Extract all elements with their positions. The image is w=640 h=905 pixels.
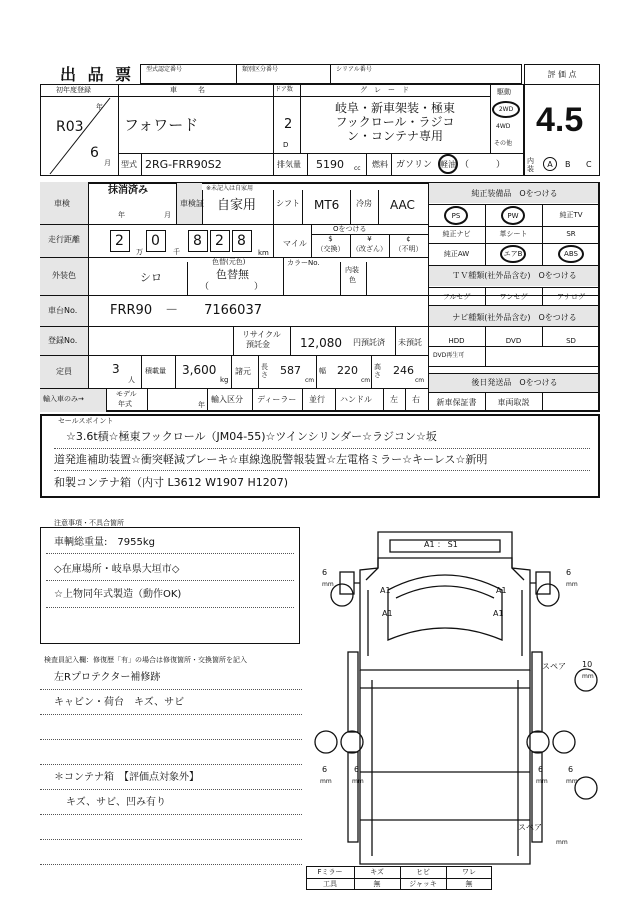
width-unit: cm [361, 377, 371, 384]
odometer-digit-box [188, 230, 208, 252]
displacement-label: 排気量 [277, 160, 301, 169]
ac-label: 冷房 [356, 199, 372, 208]
airbag-circle [500, 245, 526, 263]
car-name-value: フォワード [124, 116, 199, 134]
equipment-title: 純正装備品 Oをつける [471, 189, 558, 198]
recycle-not-deposited: 未預託 [398, 338, 422, 347]
inspection-year: 年 [118, 211, 125, 219]
interior-a-circle [543, 157, 557, 171]
equip-pw: PW [507, 211, 519, 220]
interior-a: A [547, 159, 553, 169]
shift-value: MT6 [314, 198, 340, 212]
tools-h-fmirror: Fミラー [317, 868, 343, 876]
inspection-label: 車検 [54, 199, 70, 208]
mile-label: マイル [283, 239, 307, 248]
door-d-label: D [283, 141, 289, 149]
mileage-label: 走行距離 [48, 235, 80, 244]
door-count-value: 2 [284, 117, 293, 132]
inspection-value: 抹消済み [108, 185, 148, 196]
registration-month: 6 [90, 145, 99, 161]
header-fields [140, 64, 522, 84]
score-value: 4.5 [536, 101, 584, 139]
subst-bot-1: （交換） [316, 245, 345, 253]
capacity-unit: 人 [128, 376, 135, 384]
vehicle-use-note: ※未記入は自家用 [206, 185, 254, 192]
handle-left: 左 [390, 395, 398, 404]
fuel-label: 燃料 [372, 160, 388, 169]
odometer-digit: 8 [237, 233, 246, 249]
notes-line-3: ☆上物同年式製造（動作OK) [54, 589, 182, 600]
load-label: 積載量 [145, 367, 166, 375]
inspector-rule [40, 764, 302, 765]
inspector-rule [40, 814, 302, 815]
tire-fl-depth: 6 [322, 568, 328, 577]
spare-1-value: 10 [582, 660, 593, 669]
capacity-value: 3 [112, 362, 120, 376]
drive-label: 駆動 [497, 88, 511, 96]
capacity-label: 定員 [56, 367, 72, 376]
mileage-man: 万 [136, 248, 143, 256]
cab-left-a1-2: A1 [382, 609, 393, 618]
color-change-paren: （ ） [200, 282, 264, 292]
fuel-gasoline: ガソリン [396, 160, 433, 170]
width-value: 220 [337, 364, 358, 377]
tools-h-ware: ワレ [462, 868, 476, 876]
notes-line-2: ◇在庫場所・岐阜県大垣市◇ [54, 564, 180, 575]
drive-2wd: 2WD [498, 106, 514, 113]
tools-label: 工具 [323, 880, 337, 888]
interior-c: C [586, 160, 592, 169]
subst-top-3: ¢ [406, 235, 411, 243]
import-year-suffix: 年 [198, 401, 205, 409]
tools-h-scratch: キズ [370, 868, 384, 876]
chassis-label: 車台No. [48, 306, 78, 315]
serial-number-label: シリアル番号 [336, 66, 372, 73]
dvd-playback-label: DVD再生可 [433, 352, 465, 359]
odometer-digit: 8 [193, 233, 202, 249]
subst-top-2: ¥ [367, 235, 372, 243]
drive-2wd-circle [492, 101, 520, 118]
notes-label: 注意事項・不具合箇所 [54, 519, 124, 527]
import-only-label: 輸入車のみ→ [43, 395, 84, 403]
vehicle-use-value: 自家用 [217, 198, 257, 213]
notes-line-1: 車輌総重量: 7955kg [54, 537, 155, 548]
drive-4wd: 4WD [496, 123, 511, 130]
height-unit: cm [415, 377, 425, 384]
recycle-label-1: リサイクル [242, 330, 281, 339]
inspector-rule [40, 864, 302, 865]
subst-top-1: $ [328, 235, 333, 243]
recycle-deposited: 円預託済 [353, 338, 385, 347]
navi-dvd: DVD [505, 337, 522, 345]
dealer-label: ディーラー [257, 395, 297, 404]
equip-navi: 純正ナビ [442, 230, 471, 238]
inspector-line: キャビン・荷台 キズ、サビ [54, 697, 185, 708]
model-year-label-2: 年式 [118, 400, 132, 408]
inspector-rule [40, 689, 302, 690]
tv-oneseg: ワンセグ [499, 293, 528, 301]
inspector-line: 左Rプロテクター補修跡 [54, 672, 161, 683]
tire-rr2-unit: mm [566, 778, 578, 785]
equip-abs: ABS [564, 250, 578, 258]
cab-top-note: A1 ： S1 [424, 540, 458, 549]
vehicle-use-label: 車検証 [180, 199, 204, 208]
first-registration-label: 初年度登録 [56, 86, 91, 94]
height-value: 246 [393, 364, 414, 377]
spare-2-unit: mm [556, 839, 568, 846]
fuel-other: （ ） [460, 160, 506, 170]
inspection-month: 月 [164, 211, 171, 219]
cc-unit: cc [354, 165, 361, 172]
exterior-color-value: シロ [140, 271, 162, 284]
tools-h-crack: ヒビ [416, 868, 430, 876]
length-label: 長さ [261, 363, 268, 379]
vehicle-diagram [300, 520, 600, 875]
interior-color-label-2: 色 [349, 276, 356, 284]
exterior-color-label: 外装色 [52, 271, 76, 280]
inspector-rule [40, 839, 302, 840]
cab-right-a1: A1 [496, 586, 507, 595]
tire-rl2-depth: 6 [354, 765, 360, 774]
parallel-label: 並行 [309, 395, 325, 404]
inspector-line: キズ、サビ、凹み有り [66, 797, 166, 808]
sales-point-label: セールスポイント [58, 417, 114, 425]
unit-circle-note: Oをつける [333, 225, 367, 233]
model-label: 型式 [121, 160, 137, 169]
inspector-rule [40, 714, 302, 715]
pw-circle [501, 206, 525, 225]
jack-value: 無 [465, 880, 473, 888]
grade-line-3: ン・コンテナ専用 [346, 129, 443, 143]
car-name-label: 車 名 [170, 86, 205, 94]
ps-circle [444, 206, 468, 225]
inspector-rule [40, 739, 302, 740]
jack-label: ジャッキ [409, 880, 437, 888]
odometer-digit-box [146, 230, 166, 252]
color-change-value: 色替無 [216, 268, 249, 281]
inspector-label: 検査員記入欄：修復歴「有」の場合は修復箇所・交換箇所を記入 [44, 656, 247, 664]
aftermarket-title: 後日発送品 Oをつける [471, 378, 558, 387]
tire-rl1-unit: mm [320, 778, 332, 785]
equip-airbag: エアB [503, 250, 523, 258]
recycle-value: 12,080 [300, 336, 342, 350]
tire-rr1-depth: 6 [538, 765, 544, 774]
type-approval-label: 型式認定番号 [146, 66, 183, 73]
navi-sd: SD [566, 337, 576, 345]
load-value: 3,600 [182, 363, 217, 377]
displacement-value: 5190 [316, 158, 344, 171]
equip-tv: 純正TV [559, 211, 583, 219]
color-number-label: カラーNo. [287, 259, 320, 267]
drive-other: その他 [494, 140, 513, 147]
interior-color-label-1: 内装 [345, 266, 359, 274]
tire-rr1-unit: mm [536, 778, 548, 785]
interior-grade-label: 内装 [527, 157, 534, 173]
registration-number-label: 登録No. [48, 336, 78, 345]
score-label: 評 価 点 [547, 70, 577, 79]
new-car-warranty: 新車保証書 [436, 398, 477, 407]
odometer-digit-box [210, 230, 230, 252]
odometer-digit: 0 [151, 233, 160, 249]
tire-fl-unit: mm [322, 581, 334, 588]
spare-1-label: スペア [542, 662, 566, 671]
import-class-label: 輸入区分 [211, 395, 243, 404]
fuel-diesel-circle [438, 154, 458, 174]
category-number-label: 類別区分番号 [242, 66, 279, 73]
page-title: 出 品 票 [60, 65, 135, 84]
registration-era: R03 [56, 119, 84, 135]
interior-b: B [565, 160, 571, 169]
inspector-line: ＊コンテナ箱 【評価点対象外】 [54, 772, 199, 783]
equip-ps: PS [451, 211, 461, 220]
equip-sr: SR [566, 230, 576, 238]
mileage-km: km [258, 249, 269, 257]
handle-right: 右 [412, 395, 420, 404]
handle-label: ハンドル [340, 395, 372, 404]
shift-label: シフト [276, 199, 300, 208]
ac-value: AAC [390, 198, 415, 212]
sales-line-1: ☆3.6t積☆極東フックロール（JM04-55)☆ツインシリンダー☆ラジコン☆坂 [66, 430, 437, 443]
month-suffix: 月 [104, 159, 111, 167]
sales-line-2: 道発進補助装置☆衝突軽減ブレーキ☆車線逸脱警報装置☆左電格ミラー☆キーレス☆新明 [54, 453, 488, 466]
tire-fr-unit: mm [566, 581, 578, 588]
chassis-value: FRR90 － 7166037 [110, 303, 262, 318]
tv-type-title: ＴＶ種類(社外品含む) Oをつける [452, 271, 577, 280]
tv-fullseg: フルセグ [442, 293, 471, 301]
tire-fr-depth: 6 [566, 568, 572, 577]
tire-rr2-depth: 6 [568, 765, 574, 774]
length-unit: cm [305, 377, 315, 384]
recycle-label-2: 預託金 [246, 340, 270, 349]
cab-right-a1-2: A1 [493, 609, 504, 618]
navi-hdd: HDD [448, 337, 465, 345]
width-label: 幅 [319, 367, 326, 375]
grade-label: グ レ ー ド [360, 86, 409, 94]
tv-analog: アナログ [557, 293, 585, 301]
length-value: 587 [280, 364, 301, 377]
odometer-digit-box [110, 230, 130, 252]
year-suffix: 年 [96, 103, 103, 111]
fuel-diesel: 軽油 [440, 159, 456, 169]
spare-2-label: スペア [518, 823, 542, 832]
equip-leather: 革シート [499, 230, 528, 238]
grade-line-2: フックロール・ラジコ [335, 115, 455, 129]
dimensions-label: 諸元 [235, 367, 251, 376]
door-count-label: ドア数 [275, 86, 293, 93]
load-unit: kg [220, 376, 229, 384]
model-year-label-1: モデル [116, 390, 137, 398]
grade-line-1: 岐阜・新車架装・極東 [334, 101, 455, 115]
subst-bot-2: （改ざん） [352, 245, 387, 253]
tire-rl2-unit: mm [352, 778, 364, 785]
subst-bot-3: （不明） [394, 245, 423, 253]
tire-rl1-depth: 6 [322, 765, 328, 774]
equip-aw: 純正AW [443, 250, 470, 258]
odometer-digit-box [232, 230, 252, 252]
navi-type-title: ナビ種類(社外品含む) Oをつける [452, 313, 577, 322]
vehicle-manual: 車両取説 [497, 398, 530, 407]
odometer-digit: 2 [215, 233, 224, 249]
inspector-rule [40, 789, 302, 790]
color-change-label: 色替(元色) [212, 258, 246, 266]
odometer-digit: 2 [115, 233, 124, 249]
mileage-sen: 千 [173, 248, 180, 256]
model-value: 2RG-FRR90S2 [145, 158, 222, 171]
tools-value: 無 [373, 880, 381, 888]
sales-line-3: 和製コンテナ箱（内寸 L3612 W1907 H1207) [54, 476, 289, 489]
height-label: 高さ [374, 363, 381, 379]
abs-circle [558, 245, 584, 263]
spare-1-unit: mm [582, 673, 594, 680]
cab-left-a1: A1 [380, 586, 391, 595]
